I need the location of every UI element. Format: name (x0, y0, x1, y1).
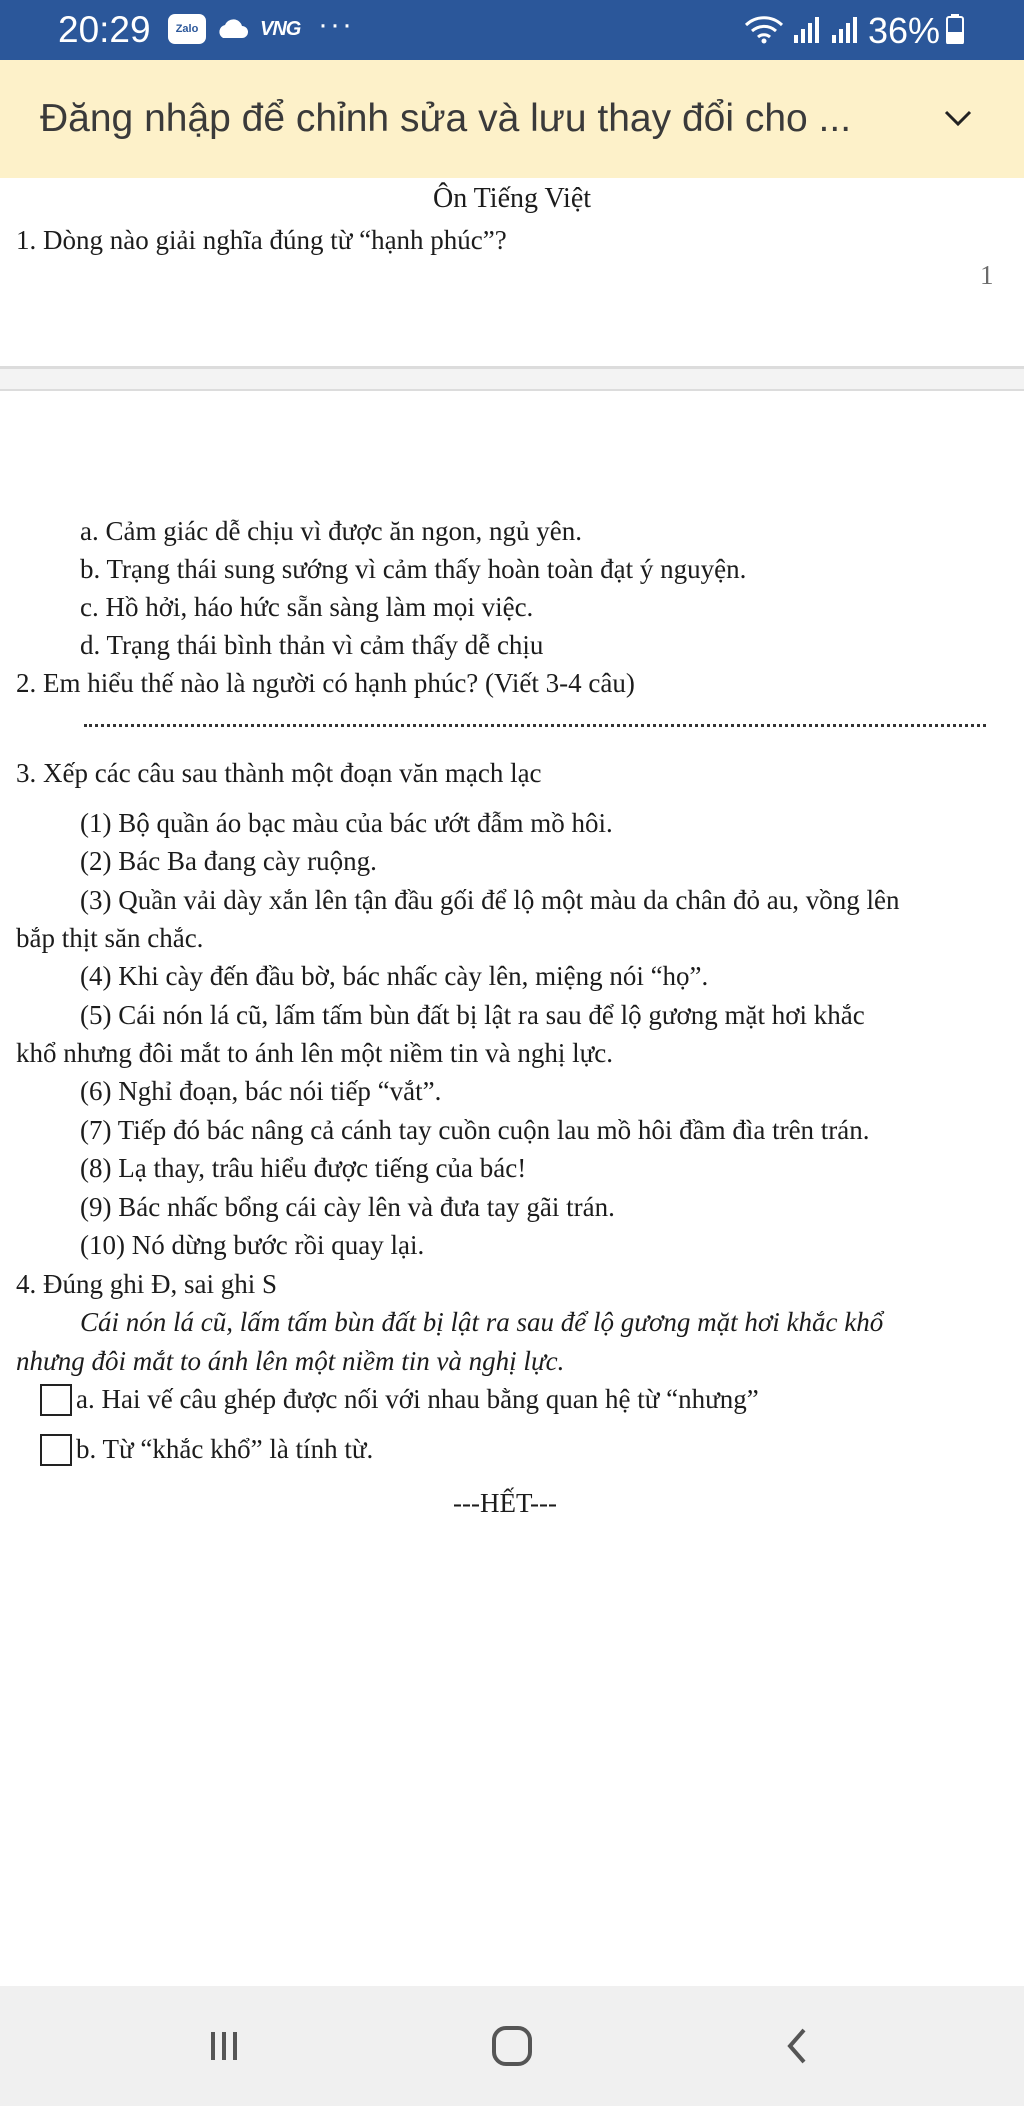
q3-item-5-continued: khổ nhưng đôi mắt to ánh lên một niềm tin và nghị lực. (16, 1038, 613, 1068)
navigation-bar (0, 1986, 1024, 2106)
signal-icon (790, 14, 824, 44)
zalo-icon: Zalo (168, 14, 206, 44)
recent-apps-icon[interactable] (192, 2014, 256, 2078)
q3-item-4: (4) Khi cày đến đầu bờ, bác nhấc cày lên, miệng nói “họ”. (80, 961, 709, 991)
question-2: 2. Em hiểu thế nào là người có hạnh phúc? (Viết 3-4 câu) (16, 668, 635, 698)
q1-option-c: c. Hồ hởi, háo hức sẵn sàng làm mọi việc. (80, 592, 534, 622)
q1-option-d: d. Trạng thái bình thản vì cảm thấy dễ chịu (80, 630, 544, 660)
wifi-icon (742, 14, 786, 44)
answer-dotted-line (84, 724, 986, 727)
q3-item-5: (5) Cái nón lá cũ, lấm tấm bùn đất bị lật ra sau để lộ gương mặt hơi khắc (80, 1000, 865, 1030)
q3-item-8: (8) Lạ thay, trâu hiểu được tiếng của bác! (80, 1153, 527, 1183)
q3-item-10: (10) Nó dừng bước rồi quay lại. (80, 1230, 425, 1260)
page-break (0, 369, 1024, 391)
cloud-icon (214, 14, 250, 44)
page-number: 1 (980, 260, 994, 290)
q4-checkbox-a (40, 1384, 72, 1416)
back-icon[interactable] (766, 2014, 830, 2078)
q3-item-1: (1) Bộ quần áo bạc màu của bác ướt đẫm mồ hôi. (80, 808, 613, 838)
question-1: 1. Dòng nào giải nghĩa đúng từ “hạnh phúc”? (16, 225, 507, 255)
status-time: 20:29 (58, 9, 151, 50)
q3-item-3-continued: bắp thịt săn chắc. (16, 923, 204, 953)
sign-in-banner[interactable] (0, 60, 1024, 178)
q3-item-3: (3) Quần vải dày xắn lên tận đầu gối để lộ một màu da chân đỏ au, vồng lên (80, 885, 900, 915)
q3-item-9: (9) Bác nhấc bổng cái cày lên và đưa tay gãi trán. (80, 1192, 615, 1222)
sign-in-banner-text[interactable]: Đăng nhập để chỉnh sửa và lưu thay đổi cho ... (40, 97, 852, 140)
q4-quote-line-1: Cái nón lá cũ, lấm tấm bùn đất bị lật ra sau để lộ gương mặt hơi khắc khổ (80, 1307, 884, 1337)
q3-item-2: (2) Bác Ba đang cày ruộng. (80, 846, 377, 876)
battery-icon (944, 14, 966, 44)
signal-icon (828, 14, 862, 44)
question-3: 3. Xếp các câu sau thành một đoạn văn mạch lạc (16, 758, 542, 788)
end-marker: ---HẾT--- (453, 1488, 557, 1518)
home-icon[interactable] (480, 2014, 544, 2078)
q4-checkbox-b (40, 1434, 72, 1466)
battery-percentage: 36% (868, 10, 941, 51)
status-bar (0, 0, 1024, 60)
question-4: 4. Đúng ghi Đ, sai ghi S (16, 1269, 278, 1299)
document-title: Ôn Tiếng Việt (432, 183, 592, 214)
q1-option-b: b. Trạng thái sung sướng vì cảm thấy hoàn toàn đạt ý nguyện. (80, 554, 747, 584)
more-notifications-icon: ··· (318, 8, 354, 41)
q1-option-a: a. Cảm giác dễ chịu vì được ăn ngon, ngủ yên. (80, 516, 583, 546)
q4-option-b: b. Từ “khắc khổ” là tính từ. (76, 1434, 374, 1464)
q3-item-7: (7) Tiếp đó bác nâng cả cánh tay cuồn cuộn lau mồ hôi đầm đìa trên trán. (80, 1115, 870, 1145)
chevron-down-icon[interactable] (940, 100, 976, 136)
q4-quote-line-2: nhưng đôi mắt to ánh lên một niềm tin và nghị lực. (16, 1346, 565, 1376)
q3-item-6: (6) Nghỉ đoạn, bác nói tiếp “vắt”. (80, 1076, 442, 1106)
vng-icon: VNG (260, 17, 301, 40)
q4-option-a: a. Hai vế câu ghép được nối với nhau bằng quan hệ từ “nhưng” (76, 1384, 759, 1414)
